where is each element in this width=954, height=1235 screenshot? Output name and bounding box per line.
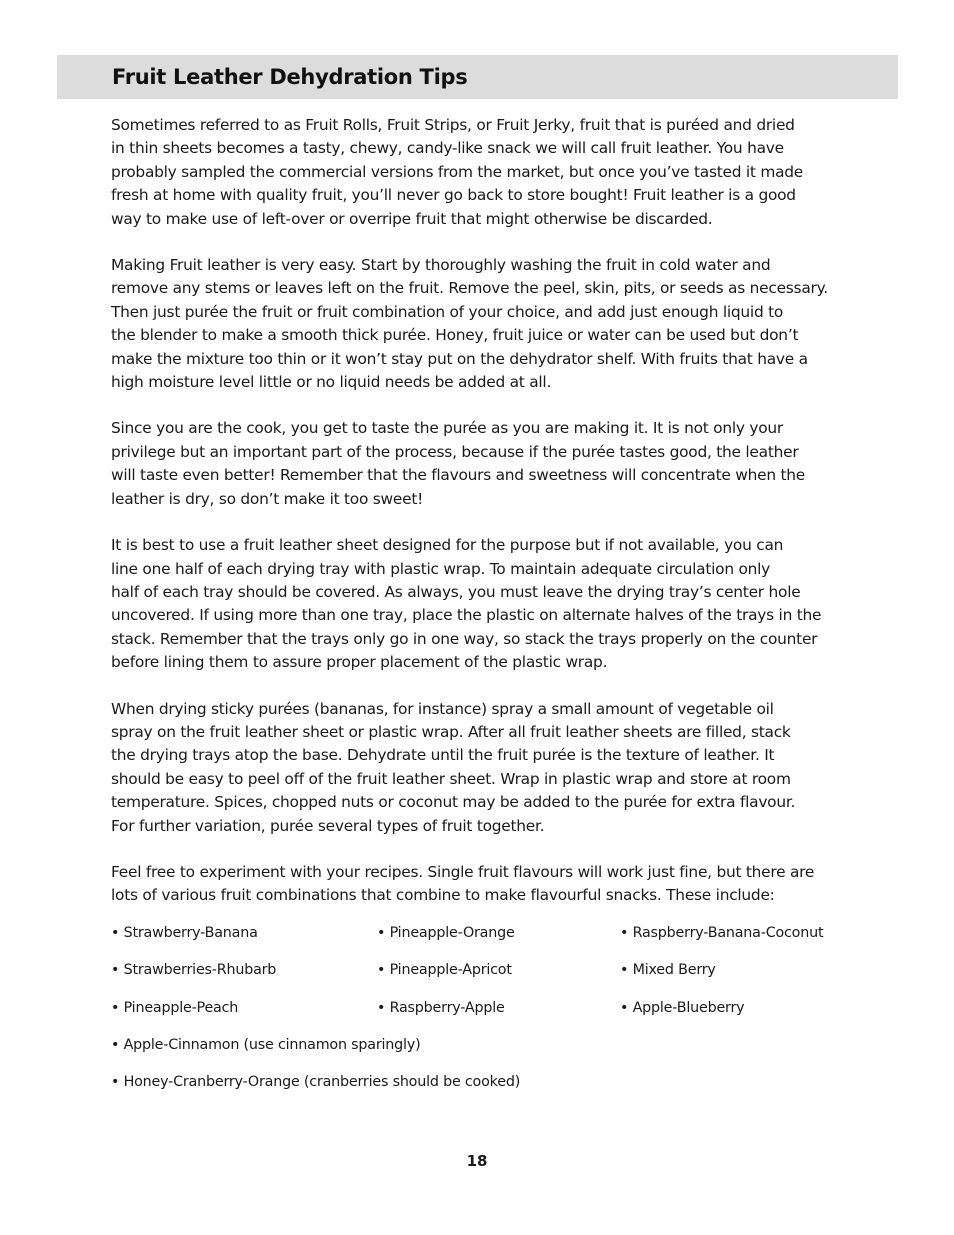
- paragraph-making: Making Fruit leather is very easy. Start by thoroughly washing the fruit in cold water and remove any stems or leaves left on the fruit. Remove the peel, skin, pits, or seeds as necessary. Then just purée the fruit or fruit combination of your choice, and add just enough liquid to the blender to make a smooth thick purée. Honey, fruit juice or water can be used but don’t make the mixture too thin or it won’t stay put on the dehydrator shelf. With fruits that have a high moisture level little or no liquid needs be added at all.: [111, 256, 828, 392]
- list-row: [111, 1034, 846, 1071]
- list-item: • Honey-Cranberry-Orange (cranberries should be cooked): [111, 1074, 521, 1091]
- list-row: [111, 922, 846, 959]
- list-item: • Strawberries-Rhubarb: [111, 962, 277, 979]
- list-item: • Raspberry-Apple: [377, 999, 505, 1016]
- list-item: • Apple-Cinnamon (use cinnamon sparingly): [111, 1036, 421, 1053]
- title-bar: [57, 55, 898, 99]
- list-row: [111, 1071, 846, 1108]
- list-item: • Apple-Blueberry: [620, 999, 745, 1016]
- paragraph-intro: Sometimes referred to as Fruit Rolls, Fruit Strips, or Fruit Jerky, fruit that is puréed and dried in thin sheets becomes a tasty, chewy, candy-like snack we will call fruit leather. You have probably sampled the commercial versions from the market, but once you’ve tasted it made fresh at home with quality fruit, you’ll never go back to store bought! Fruit leather is a good way to make use of left-over or overripe fruit that might otherwise be discarded.: [111, 116, 803, 228]
- paragraph-tasting: Since you are the cook, you get to taste the purée as you are making it. It is not only your privilege but an important part of the process, because if the purée tastes good, the leather will taste even better! Remember that the flavours and sweetness will concentrate when the leather is dry, so don’t make it too sweet!: [111, 419, 805, 508]
- list-row: [111, 997, 846, 1034]
- paragraph-combinations-intro: Feel free to experiment with your recipes. Single fruit flavours will work just fine, but there are lots of various fruit combinations that combine to make flavourful snacks. These include:: [111, 862, 815, 905]
- paragraph-drying: When drying sticky purées (bananas, for instance) spray a small amount of vegetable oil spray on the fruit leather sheet or plastic wrap. After all fruit leather sheets are filled, stack the drying trays atop the base. Dehydrate until the fruit purée is the texture of leather. It should be easy to peel off of the fruit leather sheet. Wrap in plastic wrap and store at room temperature. Spices, chopped nuts or coconut may be added to the purée for extra flavour. For further variation, purée several types of fruit together.: [111, 699, 796, 835]
- list-row: [111, 959, 846, 996]
- list-item: • Pineapple-Orange: [377, 925, 515, 941]
- list-item: • Pineapple-Apricot: [377, 962, 512, 979]
- list-item: • Pineapple-Peach: [111, 999, 239, 1016]
- page-title: Fruit Leather Dehydration Tips: [112, 65, 468, 89]
- list-item: • Raspberry-Banana-Coconut: [620, 925, 824, 941]
- body-text: [111, 114, 846, 931]
- fruit-combinations-list: [111, 922, 846, 1108]
- paragraph-tray-setup: It is best to use a fruit leather sheet designed for the purpose but if not available, you can line one half of each drying tray with plastic wrap. To maintain adequate circulation only half of each tray should be covered. As always, you must leave the drying tray’s center hole uncovered. If using more than one tray, place the plastic on alternate halves of the trays in the stack. Remember that the trays only go in one way, so stack the trays properly on the counter before lining them to assure proper placement of the plastic wrap.: [111, 536, 822, 672]
- list-item: • Strawberry-Banana: [111, 925, 258, 941]
- list-item: • Mixed Berry: [620, 962, 716, 979]
- page-number: 18: [466, 1152, 488, 1170]
